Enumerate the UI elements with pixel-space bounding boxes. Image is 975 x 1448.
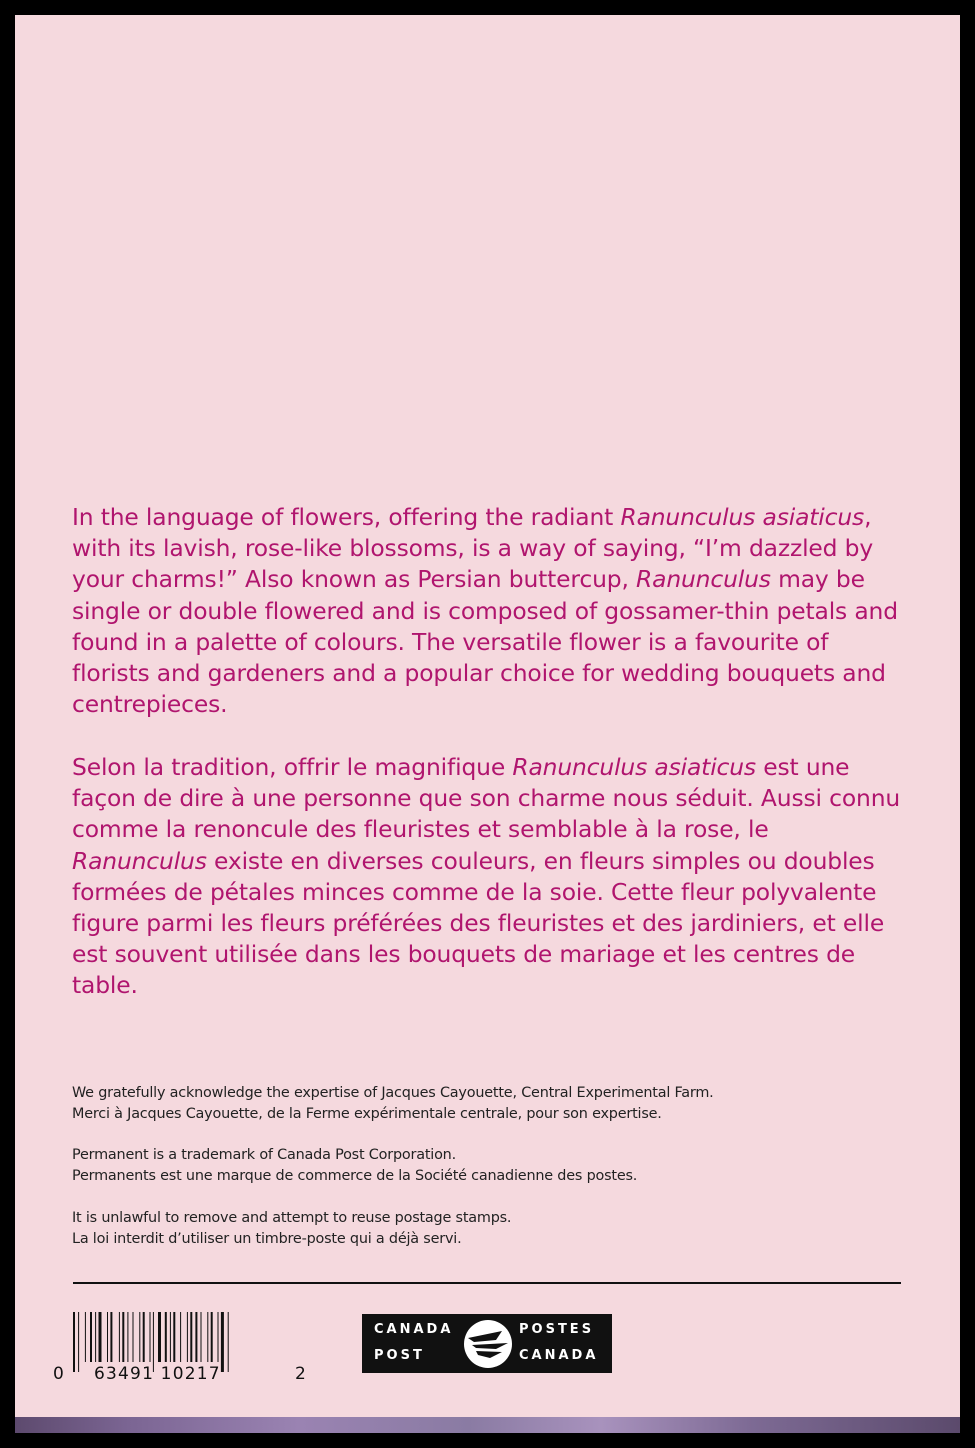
description-french — [72, 752, 902, 1002]
en-italic-species: Ranunculus asiaticus — [620, 503, 865, 531]
barcode-bar — [207, 1312, 208, 1362]
barcode-bar — [201, 1312, 202, 1362]
barcode-bar — [122, 1312, 124, 1362]
canada-post-logo — [362, 1314, 612, 1373]
barcode-bar — [211, 1312, 213, 1362]
barcode-bar — [95, 1312, 96, 1362]
logo-word-postes: POSTES — [519, 1322, 595, 1337]
barcode-bar — [165, 1312, 167, 1362]
barcode-bar — [228, 1312, 229, 1372]
logo-word-canada-left: CANADA — [374, 1322, 454, 1337]
barcode-bar — [218, 1312, 219, 1362]
stamp-image-strip — [15, 1417, 960, 1433]
acknowledgement-en: We gratefully acknowledge the expertise of Jacques Cayouette, Central Experimental Farm. — [72, 1085, 714, 1101]
fr-text-3: existe en diverses couleurs, en fleurs simples ou doubles formées de pétales minces comme de la soie. Cette fleur polyvalente figure parmi les fleurs préférées des fleuristes et des jardiniers, et elle est souvent utilisée dans les bouquets de mariage et les centres de table. — [72, 846, 885, 1000]
barcode-bar — [90, 1312, 92, 1362]
en-italic-genus: Ranunculus — [636, 565, 771, 594]
barcode-bar — [110, 1312, 112, 1362]
acknowledgement-fr: Merci à Jacques Cayouette, de la Ferme expérimentale centrale, pour son expertise. — [72, 1105, 662, 1122]
en-text-2: , with its lavish, rose-like blossoms, is a way of saying, “I’m dazzled by your charms!” Also known as Persian buttercup, — [72, 503, 874, 594]
barcode-bar — [139, 1312, 140, 1362]
barcode-bar — [99, 1312, 102, 1362]
barcode-bar — [119, 1312, 120, 1362]
trademark-block — [72, 1145, 912, 1186]
barcode-bar — [158, 1312, 161, 1362]
acknowledgement-block — [72, 1083, 912, 1124]
fr-text-2: est une façon de dire à une personne que son charme nous séduit. Aussi connu comme la renoncule des fleuristes et semblable à la rose, le — [72, 753, 901, 844]
fr-text-1: Selon la tradition, offrir le magnifique — [72, 753, 513, 781]
description-english — [72, 502, 902, 720]
barcode-bar — [190, 1312, 192, 1362]
barcode-bar — [150, 1312, 151, 1362]
barcode-bar — [221, 1312, 224, 1372]
upc-barcode — [71, 1312, 281, 1372]
logo-word-canada-right: CANADA — [519, 1348, 599, 1363]
barcode-bar — [187, 1312, 188, 1362]
booklet-back-panel — [15, 15, 960, 1433]
barcode-bar — [73, 1312, 75, 1372]
barcode-bar — [180, 1312, 181, 1362]
barcode-lead-digit: 0 — [53, 1364, 64, 1384]
barcode-bar — [78, 1312, 79, 1372]
canada-post-emblem-icon — [462, 1318, 514, 1370]
trademark-en: Permanent is a trademark of Canada Post Corporation. — [72, 1147, 456, 1163]
en-text-3: may be single or double flowered and is composed of gossamer-thin petals and found in a palette of colours. The versatile flower is a favourite of florists and gardeners and a popular choice for wedding bouquets and centrepieces. — [72, 565, 898, 719]
barcode-bar — [85, 1312, 86, 1362]
barcode-bar — [170, 1312, 171, 1362]
barcode-trail-digit: 2 — [295, 1364, 306, 1384]
divider-rule — [73, 1282, 901, 1284]
trademark-fr: Permanents est une marque de commerce de la Société canadienne des postes. — [72, 1167, 638, 1184]
en-text-1: In the language of flowers, offering the radiant — [72, 503, 621, 531]
legal-fr: La loi interdit d’utiliser un timbre-poste qui a déjà servi. — [72, 1230, 462, 1247]
fr-italic-genus: Ranunculus — [72, 846, 207, 875]
logo-word-post: POST — [374, 1348, 425, 1363]
barcode-bar — [173, 1312, 175, 1362]
legal-notice-block — [72, 1208, 912, 1249]
legal-en: It is unlawful to remove and attempt to reuse postage stamps. — [72, 1210, 512, 1226]
barcode-middle-digits: 63491 10217 — [94, 1364, 221, 1384]
barcode-bar — [143, 1312, 145, 1362]
barcode-bar — [153, 1312, 154, 1372]
barcode-bar — [195, 1312, 197, 1362]
fr-italic-species: Ranunculus asiaticus — [512, 753, 756, 781]
barcode-bar — [133, 1312, 134, 1362]
barcode-bar — [107, 1312, 108, 1362]
barcode-bar — [127, 1312, 128, 1362]
